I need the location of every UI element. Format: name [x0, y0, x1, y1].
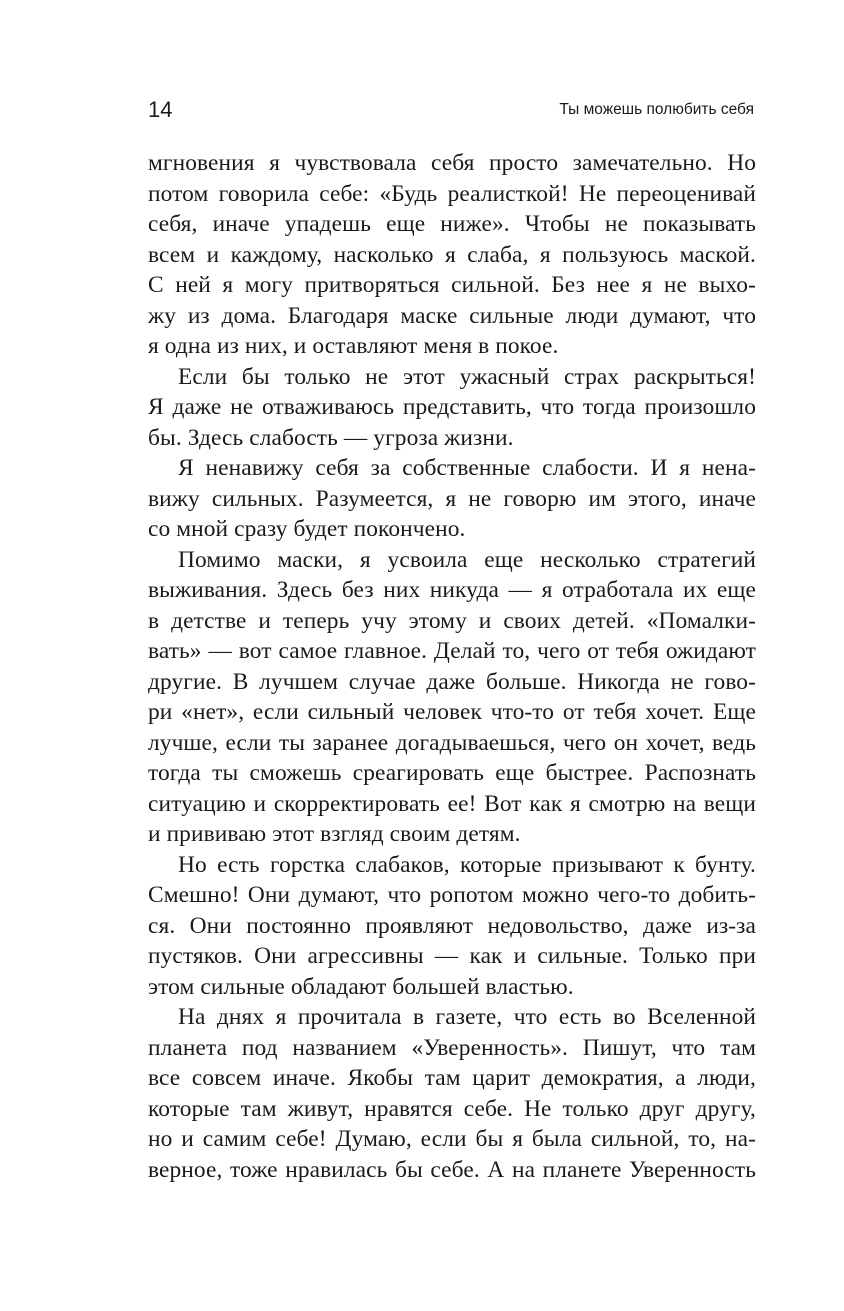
- text-line: со мной сразу будет покончено.: [148, 516, 466, 542]
- paragraph: [148, 850, 756, 1003]
- text-line: которые там живут, нравятся себе. Не только друг другу,: [148, 1095, 756, 1122]
- paragraph: [148, 148, 756, 362]
- text-line: себя, иначе упадешь еще ниже». Чтобы не показывать: [148, 211, 756, 237]
- text-line: бы. Здесь слабость — угроза жизни.: [148, 424, 514, 451]
- paragraph: [148, 1002, 756, 1185]
- text-line: Я даже не отваживаюсь представить, что тогда произошло: [148, 394, 756, 420]
- paragraph: [148, 362, 756, 454]
- paragraph: [148, 453, 756, 545]
- text-line: вать» — вот самое главное. Делай то, чего от тебя ожидают: [148, 638, 756, 664]
- text-line: жу из дома. Благодаря маске сильные люди думают, что: [148, 302, 756, 329]
- text-line: Смешно! Они думают, что ропотом можно чего-то добить-: [148, 882, 756, 908]
- text-line: в детстве и теперь учу этому и своих детей. «Помалки-: [148, 607, 756, 634]
- text-line: другие. В лучшем случае даже больше. Никогда не гово-: [148, 668, 756, 695]
- text-line: Помимо маски, я усвоила еще несколько стратегий: [178, 546, 756, 573]
- page-number: 14: [148, 97, 173, 122]
- text-line: и прививаю этот взгляд своим детям.: [148, 821, 521, 847]
- text-line: всем и каждому, насколько я слаба, я пользуюсь маской.: [148, 241, 756, 268]
- text-line: вижу сильных. Разумеется, я не говорю им этого, иначе: [148, 485, 756, 512]
- text-line: С ней я могу притворяться сильной. Без нее я не выхо-: [148, 272, 756, 298]
- text-line: На днях я прочитала в газете, что есть во Вселенной: [178, 1004, 756, 1030]
- text-line: но и самим себе! Думаю, если бы я была сильной, то, на-: [148, 1126, 756, 1152]
- text-line: потом говорила себе: «Будь реалисткой! Не переоценивай: [148, 180, 756, 207]
- text-line: этом сильные обладают большей властью.: [148, 973, 574, 1000]
- text-line: планета под названием «Уверенность». Пишут, что там: [148, 1034, 756, 1061]
- text-line: Если бы только не этот ужасный страх раскрыться!: [178, 363, 756, 390]
- text-line: лучше, если ты заранее догадываешься, чего он хочет, ведь: [148, 729, 756, 756]
- text-line: мгновения я чувствовала себя просто замечательно. Но: [148, 150, 756, 176]
- text-line: все совсем иначе. Якобы там царит демократия, а люди,: [148, 1065, 756, 1091]
- page-header: [0, 0, 844, 140]
- text-line: Я ненавижу себя за собственные слабости. И я нена-: [178, 455, 756, 481]
- text-line: пустяков. Они агрессивны — как и сильные. Только при: [148, 943, 756, 969]
- text-line: ри «нет», если сильный человек что-то от тебя хочет. Еще: [148, 699, 756, 725]
- text-line: верное, тоже нравилась бы себе. А на планете Уверенность: [148, 1156, 756, 1183]
- text-line: Но есть горстка слабаков, которые призывают к бунту.: [178, 851, 756, 878]
- paragraph: [148, 545, 756, 850]
- text-line: я одна из них, и оставляют меня в покое.: [148, 333, 559, 359]
- text-line: ситуацию и скорректировать ее! Вот как я смотрю на вещи: [148, 790, 756, 817]
- text-line: тогда ты сможешь среагировать еще быстрее. Распознать: [148, 760, 756, 786]
- running-title: Ты можешь полюбить себя: [559, 101, 754, 118]
- text-line: ся. Они постоянно проявляют недовольство, даже из-за: [148, 912, 756, 939]
- body-text: [148, 148, 756, 1185]
- text-line: выживания. Здесь без них никуда — я отработала их еще: [148, 577, 756, 603]
